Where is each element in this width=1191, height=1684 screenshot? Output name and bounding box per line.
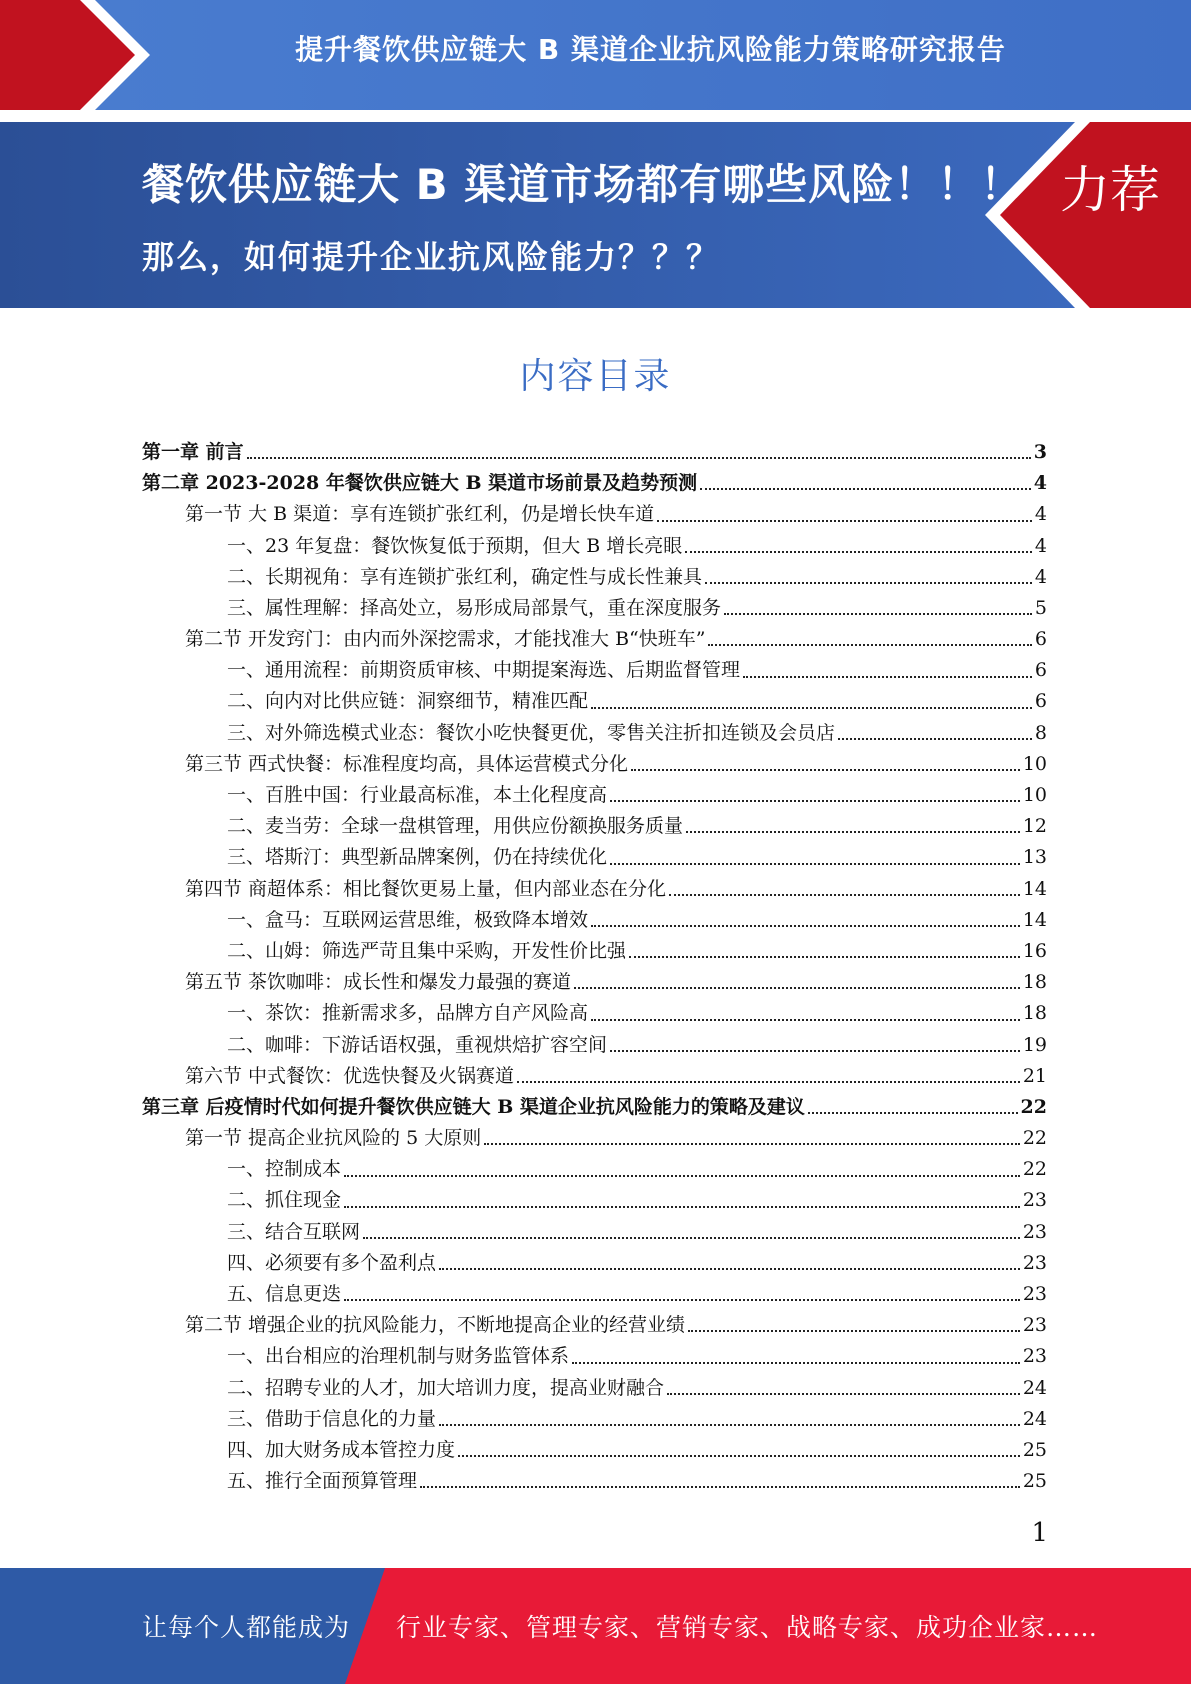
- toc-dot-leader: [629, 956, 1020, 958]
- toc-entry-title: 五、推行全面预算管理: [227, 1470, 418, 1493]
- toc-entry[interactable]: [142, 1373, 1047, 1404]
- toc-dot-leader: [669, 894, 1020, 896]
- toc-entry-title: 三、借助于信息化的力量: [227, 1407, 437, 1430]
- table-of-contents: [142, 437, 1047, 1497]
- toc-entry-title: 第三章 后疫情时代如何提升餐饮供应链大 B 渠道企业抗风险能力的策略及建议: [142, 1095, 805, 1118]
- toc-entry-page: 6: [1034, 690, 1047, 713]
- toc-entry[interactable]: [142, 1248, 1047, 1279]
- toc-entry-page: 10: [1022, 752, 1047, 775]
- toc-dot-leader: [685, 551, 1032, 553]
- toc-entry-page: 18: [1022, 971, 1047, 994]
- toc-entry[interactable]: [142, 1310, 1047, 1341]
- toc-dot-leader: [591, 707, 1032, 709]
- toc-entry-page: 23: [1022, 1314, 1047, 1337]
- toc-dot-leader: [667, 1393, 1020, 1395]
- toc-dot-leader: [708, 644, 1031, 646]
- toc-entry-title: 二、咖啡：下游话语权强，重视烘焙扩容空间: [227, 1033, 608, 1056]
- toc-dot-leader: [439, 1268, 1020, 1270]
- toc-entry-title: 三、结合互联网: [227, 1220, 361, 1243]
- toc-dot-leader: [743, 676, 1032, 678]
- toc-entry-page: 24: [1022, 1407, 1047, 1430]
- toc-entry-page: 23: [1022, 1283, 1047, 1306]
- toc-entry-title: 一、出台相应的治理机制与财务监管体系: [227, 1345, 570, 1368]
- toc-entry-title: 四、加大财务成本管控力度: [227, 1438, 456, 1461]
- toc-entry-page: 25: [1022, 1438, 1047, 1461]
- toc-entry-title: 一、通用流程：前期资质审核、中期提案海选、后期监督管理: [227, 659, 741, 682]
- footer-slogan-right: 行业专家、管理专家、营销专家、战略专家、成功企业家……: [396, 1613, 1099, 1642]
- toc-entry-page: 24: [1022, 1376, 1047, 1399]
- toc-entry-page: 4: [1034, 534, 1047, 557]
- recommend-badge: 力荐: [1060, 161, 1160, 219]
- toc-entry-page: 4: [1033, 472, 1047, 495]
- hero-subheadline: 那么，如何提升企业抗风险能力？？？: [142, 238, 721, 276]
- toc-dot-leader: [420, 1486, 1020, 1488]
- toc-entry[interactable]: [142, 842, 1047, 873]
- toc-entry-page: 8: [1034, 721, 1047, 744]
- toc-entry-page: 4: [1034, 565, 1047, 588]
- toc-entry-title: 一、茶饮：推新需求多，品牌方自产风险高: [227, 1002, 589, 1025]
- toc-entry-title: 第一节 大 B 渠道：享有连锁扩张红利，仍是增长快车道: [185, 503, 655, 526]
- hero-banner: [0, 122, 1191, 308]
- toc-entry-title: 三、属性理解：择高处立，易形成局部景气，重在深度服务: [227, 596, 722, 619]
- toc-entry[interactable]: [142, 811, 1047, 842]
- toc-entry[interactable]: [142, 718, 1047, 749]
- toc-entry-page: 18: [1022, 1002, 1047, 1025]
- toc-dot-leader: [610, 863, 1020, 865]
- toc-entry-page: 23: [1022, 1220, 1047, 1243]
- toc-entry-page: 23: [1022, 1345, 1047, 1368]
- toc-dot-leader: [344, 1206, 1020, 1208]
- toc-entry[interactable]: [142, 1341, 1047, 1372]
- toc-entry-page: 4: [1034, 503, 1047, 526]
- toc-dot-leader: [808, 1112, 1018, 1114]
- toc-entry-page: 19: [1022, 1033, 1047, 1056]
- toc-entry-title: 一、百胜中国：行业最高标准，本土化程度高: [227, 784, 608, 807]
- toc-entry-title: 二、长期视角：享有连锁扩张红利，确定性与成长性兼具: [227, 565, 703, 588]
- toc-dot-leader: [574, 987, 1020, 989]
- toc-entry-page: 25: [1022, 1470, 1047, 1493]
- toc-entry[interactable]: [142, 531, 1047, 562]
- toc-entry-page: 14: [1022, 877, 1047, 900]
- toc-dot-leader: [631, 769, 1020, 771]
- toc-entry-title: 三、塔斯汀：典型新品牌案例，仍在持续优化: [227, 846, 608, 869]
- toc-entry[interactable]: [142, 874, 1047, 905]
- toc-entry-page: 23: [1022, 1251, 1047, 1274]
- toc-entry-title: 一、23 年复盘：餐饮恢复低于预期，但大 B 增长亮眼: [227, 534, 683, 557]
- toc-entry-title: 二、山姆：筛选严苛且集中采购，开发性价比强: [227, 939, 627, 962]
- hero-headline: 餐饮供应链大 B 渠道市场都有哪些风险！！！: [142, 160, 1024, 209]
- toc-entry-title: 第二节 开发窍门：由内而外深挖需求，才能找准大 B“快班车”: [185, 628, 706, 651]
- toc-entry-page: 21: [1022, 1064, 1047, 1087]
- toc-entry[interactable]: [142, 780, 1047, 811]
- toc-entry-title: 二、向内对比供应链：洞察细节，精准匹配: [227, 690, 589, 713]
- toc-entry-title: 五、信息更迭: [227, 1283, 342, 1306]
- toc-dot-leader: [591, 1019, 1020, 1021]
- toc-dot-leader: [700, 488, 1031, 490]
- toc-entry-title: 第四节 商超体系：相比餐饮更易上量，但内部业态在分化: [185, 877, 667, 900]
- toc-entry-page: 10: [1022, 784, 1047, 807]
- toc-entry[interactable]: [142, 936, 1047, 967]
- toc-dot-leader: [344, 1299, 1020, 1301]
- toc-entry-title: 四、必须要有多个盈利点: [227, 1251, 437, 1274]
- toc-entry-title: 三、对外筛选模式业态：餐饮小吃快餐更优，零售关注折扣连锁及会员店: [227, 721, 836, 744]
- toc-entry-page: 14: [1022, 908, 1047, 931]
- toc-entry[interactable]: [142, 749, 1047, 780]
- footer-slogan-left: 让每个人都能成为: [142, 1613, 351, 1642]
- toc-entry[interactable]: [142, 1466, 1047, 1497]
- toc-entry-page: 5: [1034, 596, 1047, 619]
- toc-entry-page: 6: [1034, 628, 1047, 651]
- toc-dot-leader: [686, 831, 1020, 833]
- toc-entry-title: 第一章 前言: [142, 440, 244, 463]
- toc-dot-leader: [484, 1143, 1020, 1145]
- toc-entry[interactable]: [142, 1217, 1047, 1248]
- toc-entry-page: 23: [1022, 1189, 1047, 1212]
- toc-entry[interactable]: [142, 1279, 1047, 1310]
- toc-entry[interactable]: [142, 967, 1047, 998]
- toc-dot-leader: [838, 738, 1032, 740]
- toc-entry[interactable]: [142, 905, 1047, 936]
- toc-entry-title: 第二节 增强企业的抗风险能力，不断地提高企业的经营业绩: [185, 1314, 686, 1337]
- toc-dot-leader: [439, 1424, 1020, 1426]
- page-number: 1: [1031, 1518, 1048, 1548]
- toc-entry[interactable]: [142, 437, 1047, 468]
- toc-entry[interactable]: [142, 562, 1047, 593]
- toc-entry[interactable]: [142, 1030, 1047, 1061]
- toc-entry-title: 第二章 2023-2028 年餐饮供应链大 B 渠道市场前景及趋势预测: [142, 472, 698, 495]
- report-title: 提升餐饮供应链大 B 渠道企业抗风险能力策略研究报告: [295, 33, 1006, 66]
- toc-entry[interactable]: [142, 624, 1047, 655]
- toc-entry-title: 二、麦当劳：全球一盘棋管理，用供应份额换服务质量: [227, 815, 684, 838]
- footer-banner: [0, 1568, 1191, 1684]
- toc-title: 内容目录: [519, 356, 672, 397]
- toc-entry-title: 第一节 提高企业抗风险的 5 大原则: [185, 1127, 482, 1150]
- toc-entry-title: 第三节 西式快餐：标准程度均高，具体运营模式分化: [185, 752, 629, 775]
- toc-entry-title: 第六节 中式餐饮：优选快餐及火锅赛道: [185, 1064, 515, 1087]
- toc-dot-leader: [572, 1362, 1020, 1364]
- toc-entry-title: 一、控制成本: [227, 1158, 342, 1181]
- toc-entry[interactable]: [142, 1404, 1047, 1435]
- toc-dot-leader: [363, 1237, 1020, 1239]
- toc-dot-leader: [458, 1455, 1020, 1457]
- toc-dot-leader: [247, 457, 1031, 459]
- toc-entry-page: 22: [1022, 1127, 1047, 1150]
- toc-dot-leader: [517, 1081, 1020, 1083]
- toc-dot-leader: [344, 1175, 1020, 1177]
- toc-entry-page: 12: [1022, 815, 1047, 838]
- toc-entry[interactable]: [142, 593, 1047, 624]
- toc-entry-page: 13: [1022, 846, 1047, 869]
- toc-entry-page: 16: [1022, 939, 1047, 962]
- toc-entry[interactable]: [142, 1435, 1047, 1466]
- toc-dot-leader: [657, 520, 1032, 522]
- toc-dot-leader: [688, 1330, 1020, 1332]
- toc-entry[interactable]: [142, 687, 1047, 718]
- toc-entry-page: 6: [1034, 659, 1047, 682]
- toc-entry[interactable]: [142, 655, 1047, 686]
- toc-entry-page: 22: [1020, 1095, 1047, 1118]
- toc-dot-leader: [610, 1050, 1020, 1052]
- toc-entry-title: 一、盒马：互联网运营思维，极致降本增效: [227, 908, 589, 931]
- toc-dot-leader: [705, 582, 1032, 584]
- toc-entry-title: 二、抓住现金: [227, 1189, 342, 1212]
- toc-entry-page: 3: [1033, 440, 1047, 463]
- toc-dot-leader: [610, 800, 1020, 802]
- toc-entry[interactable]: [142, 1092, 1047, 1123]
- toc-entry[interactable]: [142, 1186, 1047, 1217]
- toc-entry[interactable]: [142, 1154, 1047, 1185]
- toc-dot-leader: [724, 613, 1032, 615]
- toc-entry-title: 第五节 茶饮咖啡：成长性和爆发力最强的赛道: [185, 971, 572, 994]
- hero-banner-shapes: [0, 122, 1191, 308]
- toc-entry[interactable]: [142, 499, 1047, 530]
- toc-entry-title: 二、招聘专业的人才，加大培训力度，提高业财融合: [227, 1376, 665, 1399]
- toc-entry[interactable]: [142, 1123, 1047, 1154]
- toc-entry[interactable]: [142, 998, 1047, 1029]
- toc-entry[interactable]: [142, 1061, 1047, 1092]
- top-banner: [0, 0, 1191, 110]
- toc-entry-page: 22: [1022, 1158, 1047, 1181]
- toc-entry[interactable]: [142, 468, 1047, 499]
- toc-dot-leader: [591, 925, 1020, 927]
